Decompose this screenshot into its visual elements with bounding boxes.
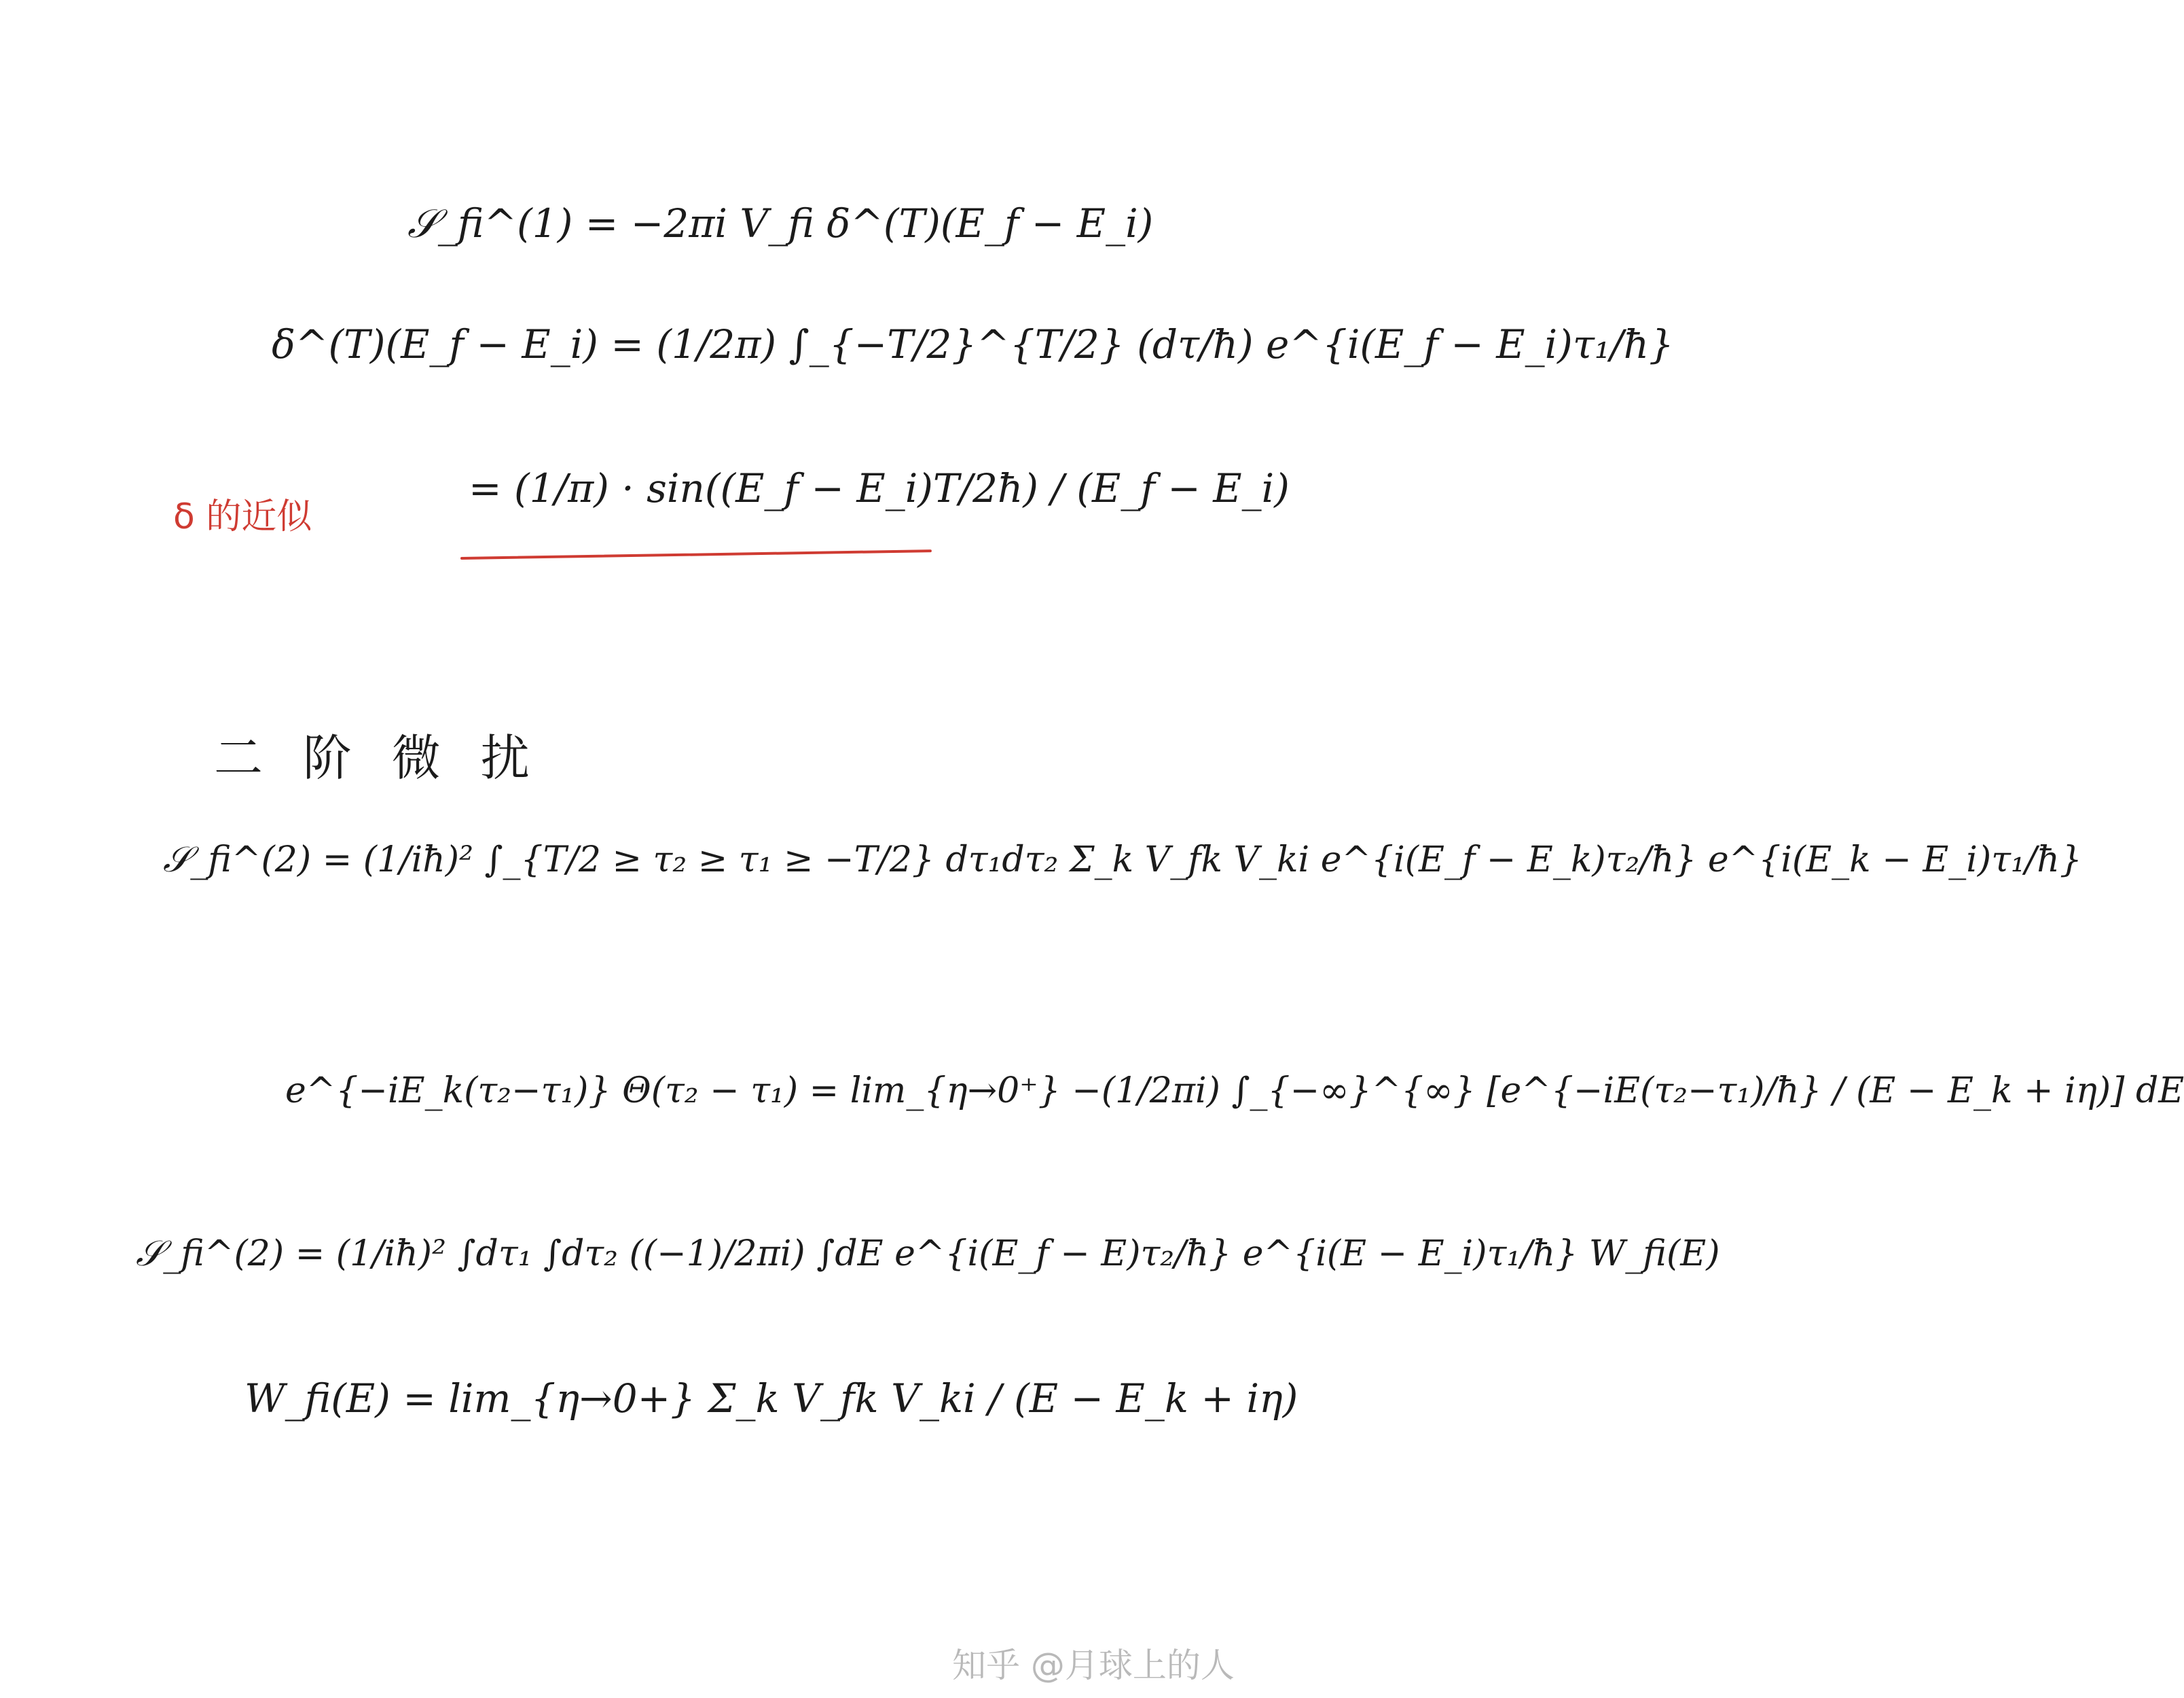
equation-w-definition: W_fi(E) = lim_{η→0+} Σ_k V_fk V_ki / (E − E_k + iη) <box>244 1375 1298 1422</box>
equation-second-order-s-rewrite: 𝒮_fi^(2) = (1/iħ)² ∫dτ₁ ∫dτ₂ ((−1)/2πi) ∫dE e^{i(E_f − E)τ₂/ħ} e^{i(E − E_i)τ₁/ħ} W_fi(E) <box>136 1233 1720 1274</box>
equation-delta-t-result: = (1/π) · sin((E_f − E_i)T/2ħ) / (E_f − E_i) <box>469 465 1290 511</box>
annotation-delta-approx: δ 的近似 <box>173 496 312 537</box>
equation-step-function-rep: e^{−iE_k(τ₂−τ₁)} Θ(τ₂ − τ₁) = lim_{η→0⁺} −(1/2πi) ∫_{−∞}^{∞} [e^{−iE(τ₂−τ₁)/ħ} / (E − E_k + iη)] dE <box>285 1070 2184 1111</box>
red-underline <box>460 549 932 560</box>
equation-second-order-s: 𝒮_fi^(2) = (1/iħ)² ∫_{T/2 ≥ τ₂ ≥ τ₁ ≥ −T/2} dτ₁dτ₂ Σ_k V_fk V_ki e^{i(E_f − E_k)τ₂/ħ} e^{i(E_k − E_i)τ₁/ħ} <box>163 839 2082 880</box>
watermark: 知乎 @月球上的人 <box>952 1646 1235 1685</box>
equation-first-order-s: 𝒮_fi^(1) = −2πi V_fi δ^(T)(E_f − E_i) <box>407 200 1154 247</box>
heading-second-order: 二 阶 微 扰 <box>214 729 542 787</box>
equation-delta-t-integral: δ^(T)(E_f − E_i) = (1/2π) ∫_{−T/2}^{T/2} (dτ/ħ) e^{i(E_f − E_i)τ₁/ħ} <box>272 321 1674 367</box>
